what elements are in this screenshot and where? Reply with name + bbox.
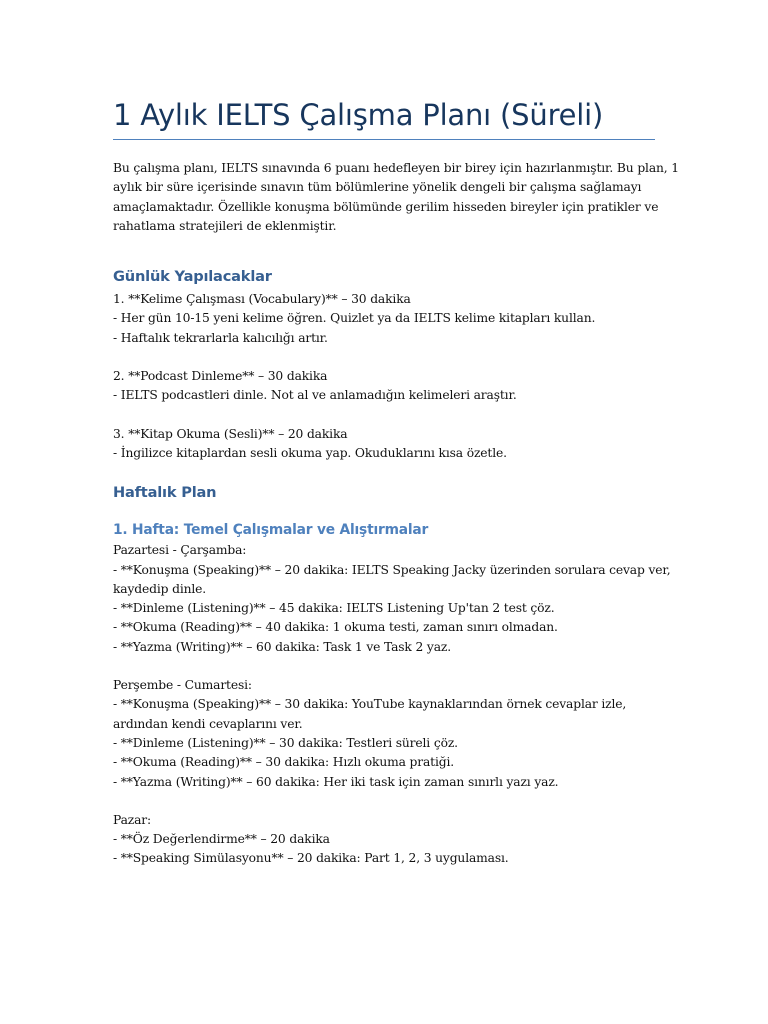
spacer (113, 348, 655, 367)
schedule-line: kaydedip dinle. (113, 581, 207, 596)
schedule-line: - **Konuşma (Speaking)** – 20 dakika: IELTS Speaking Jacky üzerinden sorulara cevap ver, (113, 562, 671, 577)
schedule-line: - **Konuşma (Speaking)** – 30 dakika: YouTube kaynaklarından örnek cevaplar izle, (113, 697, 627, 712)
spacer (113, 792, 655, 811)
schedule-line: - **Dinleme (Listening)** – 30 dakika: Testleri süreli çöz. (113, 735, 458, 750)
schedule-line: Perşembe - Cumartesi: (113, 678, 252, 693)
daily-task-1 (113, 290, 655, 348)
schedule-line: Pazar: (113, 812, 151, 827)
intro-line: amaçlamaktadır. Özellikle konuşma bölümünde gerilim hisseden bireyler için pratikler ve (113, 199, 659, 214)
week-1-heading: 1. Hafta: Temel Çalışmalar ve Alıştırmalar (113, 522, 429, 539)
daily-task-3 (113, 425, 655, 464)
task-line: - IELTS podcastleri dinle. Not al ve anlamadığın kelimeleri araştır. (113, 388, 517, 403)
schedule-line: ardından kendi cevaplarını ver. (113, 716, 303, 731)
document-title: 1 Aylık IELTS Çalışma Planı (Süreli) (113, 95, 655, 140)
task-line: 2. **Podcast Dinleme** – 30 dakika (113, 369, 328, 384)
weekly-plan-heading: Haftalık Plan (113, 484, 217, 502)
task-line: - İngilizce kitaplardan sesli okuma yap. Okuduklarını kısa özetle. (113, 445, 507, 460)
schedule-line: - **Okuma (Reading)** – 40 dakika: 1 okuma testi, zaman sınırı olmadan. (113, 620, 558, 635)
schedule-block-sunday (113, 811, 655, 869)
intro-line: rahatlama stratejileri de eklenmiştir. (113, 218, 337, 233)
document-content (113, 95, 679, 869)
schedule-block-thu-sat (113, 676, 655, 792)
schedule-line: Pazartesi - Çarşamba: (113, 543, 247, 558)
task-line: 1. **Kelime Çalışması (Vocabulary)** – 30 dakika (113, 292, 411, 307)
schedule-block-mon-wed (113, 541, 671, 657)
schedule-line: - **Speaking Simülasyonu** – 20 dakika: Part 1, 2, 3 uygulaması. (113, 851, 509, 866)
schedule-line: - **Okuma (Reading)** – 30 dakika: Hızlı okuma pratiği. (113, 755, 455, 770)
daily-task-2 (113, 367, 655, 406)
task-line: 3. **Kitap Okuma (Sesli)** – 20 dakika (113, 426, 348, 441)
daily-tasks-heading: Günlük Yapılacaklar (113, 268, 272, 286)
schedule-line: - **Dinleme (Listening)** – 45 dakika: IELTS Listening Up'tan 2 test çöz. (113, 601, 555, 616)
task-line: - Her gün 10-15 yeni kelime öğren. Quizlet ya da IELTS kelime kitapları kullan. (113, 311, 596, 326)
schedule-line: - **Yazma (Writing)** – 60 dakika: Her iki task için zaman sınırlı yazı yaz. (113, 774, 559, 789)
spacer (113, 406, 655, 425)
intro-paragraph (113, 159, 679, 236)
spacer (113, 657, 655, 676)
schedule-line: - **Yazma (Writing)** – 60 dakika: Task 1 ve Task 2 yaz. (113, 639, 451, 654)
task-line: - Haftalık tekrarlarla kalıcılığı artır. (113, 330, 328, 345)
schedule-line: - **Öz Değerlendirme** – 20 dakika (113, 832, 330, 847)
intro-line: aylık bir süre içerisinde sınavın tüm bölümlerine yönelik dengeli bir çalışma sağlamayı (113, 180, 642, 195)
intro-line: Bu çalışma planı, IELTS sınavında 6 puanı hedefleyen bir birey için hazırlanmıştır. Bu plan, 1 (113, 161, 679, 175)
